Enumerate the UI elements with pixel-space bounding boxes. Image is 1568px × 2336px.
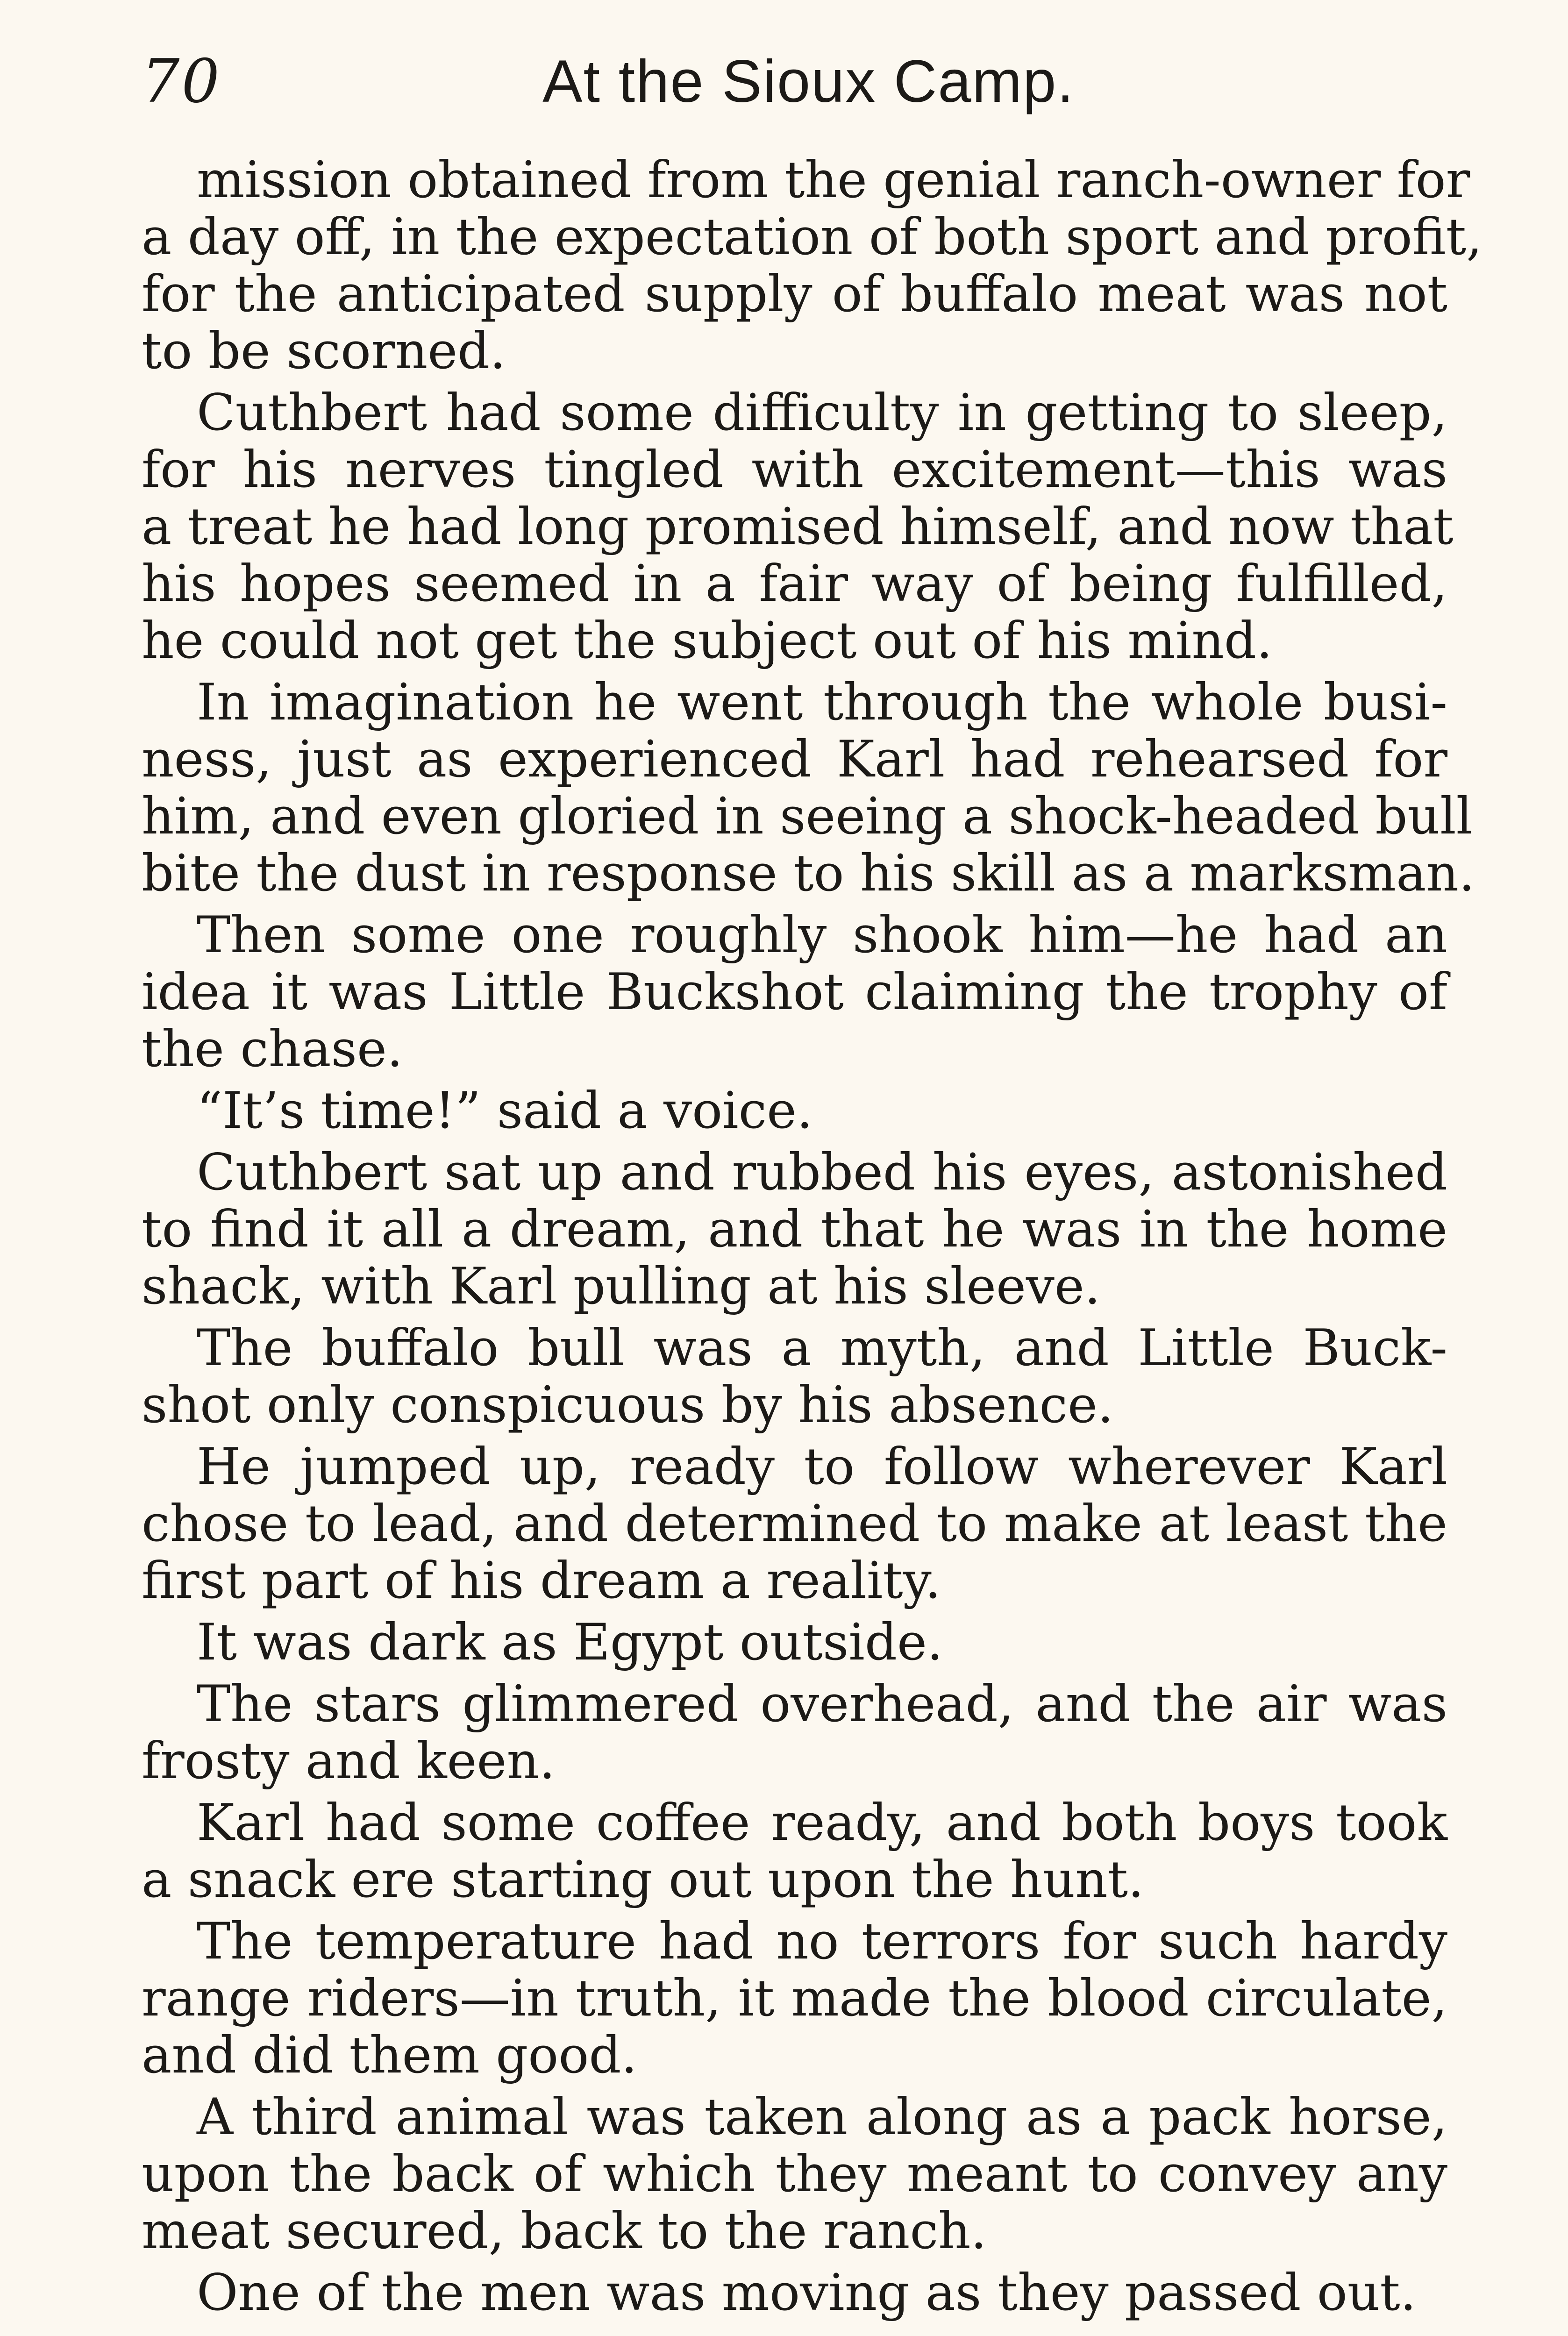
- paragraph: [142, 1913, 1447, 2084]
- text-line: Karl had some coffee ready, and both boys took: [197, 1794, 1447, 1852]
- text-line: It was dark as Egypt outside.: [197, 1613, 943, 1672]
- body-text: [142, 151, 1482, 2326]
- text-line: first part of his dream a reality.: [142, 1552, 941, 1610]
- paragraph: [142, 1795, 1447, 1909]
- text-line: The buffalo bull was a myth, and Little Buck-: [197, 1319, 1447, 1377]
- text-line: ness, just as experienced Karl had rehearsed for: [142, 730, 1447, 789]
- text-line: a treat he had long promised himself, and now that: [142, 498, 1454, 556]
- text-line: “It’s time!” said a voice.: [197, 1082, 813, 1140]
- text-line: the chase.: [142, 1020, 403, 1078]
- paragraph: [142, 1144, 1447, 1315]
- text-line: to be scorned.: [142, 322, 506, 380]
- text-line: range riders—in truth, it made the blood circulate,: [142, 1969, 1447, 2028]
- text-line: Cuthbert sat up and rubbed his eyes, astonished: [197, 1143, 1447, 1202]
- text-line: for the anticipated supply of buffalo meat was not: [142, 265, 1447, 323]
- text-line: for his nerves tingled with excitement—this was: [142, 441, 1447, 499]
- paragraph: [142, 1676, 1447, 1790]
- text-line: One of the men was moving as they passed out.: [197, 2264, 1417, 2322]
- paragraph: [142, 1614, 1447, 1671]
- text-line: The stars glimmered overhead, and the air was: [197, 1675, 1447, 1733]
- text-line: chose to lead, and determined to make at least the: [142, 1495, 1447, 1553]
- text-line: The temperature had no terrors for such hardy: [197, 1912, 1447, 1971]
- text-line: a snack ere starting out upon the hunt.: [142, 1851, 1144, 1909]
- paragraph: [142, 1439, 1447, 1610]
- paragraph: [142, 2089, 1447, 2260]
- text-line: to find it all a dream, and that he was in the home: [142, 1200, 1447, 1259]
- text-line: Then some one roughly shook him—he had an: [197, 906, 1447, 964]
- paragraph: [142, 151, 1482, 380]
- text-line: and did them good.: [142, 2026, 637, 2085]
- text-line: shack, with Karl pulling at his sleeve.: [142, 1257, 1101, 1316]
- text-line: Cuthbert had some difficulty in getting to sleep,: [197, 384, 1447, 442]
- text-line: upon the back of which they meant to convey any: [142, 2145, 1447, 2203]
- text-line: In imagination he went through the whole busi-: [197, 673, 1447, 732]
- text-line: mission obtained from the genial ranch-owner for: [197, 151, 1470, 209]
- text-line: a day off, in the expectation of both sport and profit,: [142, 208, 1482, 266]
- running-head: At the Sioux Camp.: [542, 48, 1075, 115]
- page-header: [142, 42, 1447, 121]
- text-line: bite the dust in response to his skill as a marksman.: [142, 844, 1475, 903]
- text-line: idea it was Little Buckshot claiming the trophy of: [142, 963, 1447, 1021]
- text-line: frosty and keen.: [142, 1732, 556, 1790]
- paragraph: [142, 384, 1454, 670]
- text-line: A third animal was taken along as a pack horse,: [197, 2088, 1447, 2146]
- text-line: He jumped up, ready to follow wherever Karl: [197, 1438, 1447, 1496]
- text-line: shot only conspicuous by his absence.: [142, 1376, 1114, 1434]
- paragraph: [142, 673, 1475, 903]
- text-line: his hopes seemed in a fair way of being fulfilled,: [142, 555, 1447, 613]
- paragraph: [142, 1320, 1447, 1434]
- text-line: meat secured, back to the ranch.: [142, 2202, 987, 2260]
- paragraph: [142, 2265, 1447, 2322]
- text-line: him, and even gloried in seeing a shock-headed bull: [142, 787, 1473, 846]
- text-line: he could not get the subject out of his mind.: [142, 612, 1273, 670]
- page-number: 70: [142, 47, 221, 116]
- paragraph: [142, 1083, 1447, 1140]
- paragraph: [142, 907, 1447, 1078]
